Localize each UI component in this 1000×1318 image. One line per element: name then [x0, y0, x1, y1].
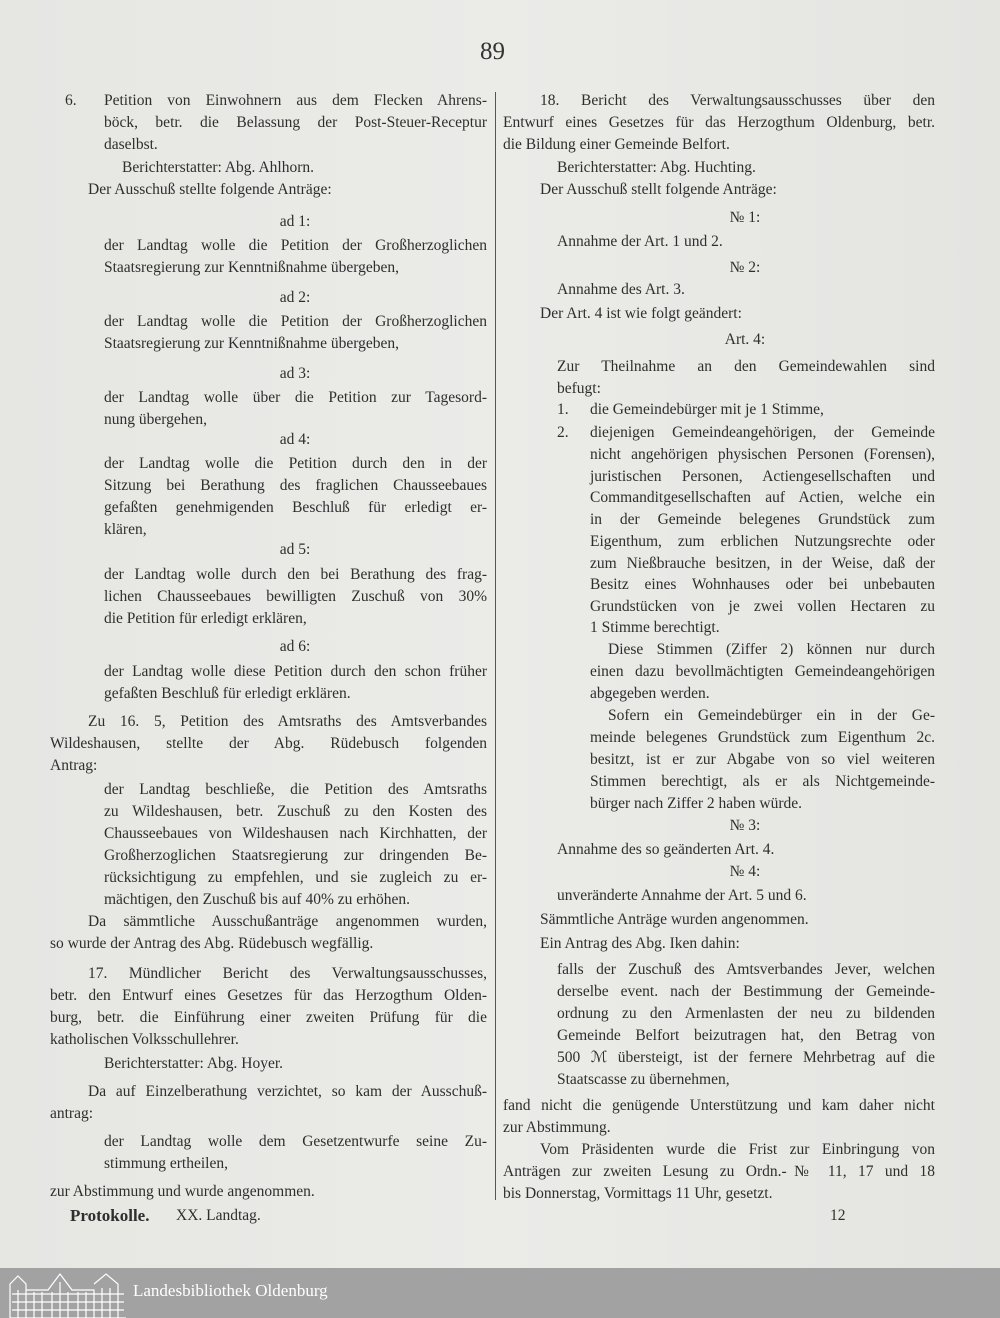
- text-line: Berichterstatter: Abg. Huchting.: [557, 159, 756, 176]
- text-line: Entwurf eines Gesetzes für das Herzogthum Oldenburg, betr.: [503, 114, 935, 131]
- text-line: fand nicht die genügende Unterstützung und kam daher nicht: [503, 1097, 935, 1114]
- text-line: Der Art. 4 ist wie folgt geändert:: [540, 305, 742, 322]
- text-line: Antrag:: [50, 757, 98, 774]
- text-line: Großherzoglichen Staatsregierung zur dringenden Be-: [104, 847, 487, 864]
- text-line: Diese Stimmen (Ziffer 2) können nur durch: [608, 641, 935, 658]
- text-line: Zu 16. 5, Petition des Amtsraths des Amtsverbandes: [88, 713, 487, 730]
- text-line: Besitz eines Wohnhauses oder bei unbebauten: [590, 576, 935, 593]
- text-line: falls der Zuschuß des Amtsverbandes Jever, welchen: [557, 961, 935, 978]
- text-line: Der Ausschuß stellt folgende Anträge:: [540, 181, 777, 198]
- footer-protokolle: Protokolle.: [70, 1206, 150, 1225]
- library-building-icon: [8, 1270, 126, 1318]
- text-line: die Gemeindebürger mit je 1 Stimme,: [590, 401, 824, 418]
- text-line: in der Gemeinde belegenes Grundstück zum: [590, 511, 935, 528]
- text-line: Berichterstatter: Abg. Hoyer.: [104, 1055, 284, 1072]
- footer-landtag: XX. Landtag.: [176, 1207, 261, 1224]
- text-line: der Landtag wolle die Petition der Großherzoglichen: [104, 313, 487, 330]
- section-heading: ad 5:: [279, 541, 311, 558]
- text-line: der Landtag wolle dem Gesetzentwurfe seine Zu-: [104, 1133, 487, 1150]
- text-line: derselbe event. nach der Bestimmung der Gemeinde-: [557, 983, 935, 1000]
- page-number: 89: [480, 38, 505, 65]
- text-line: einen dazu bevollmächtigten Gemeindeangehörigen: [590, 663, 935, 680]
- text-line: der Landtag wolle die Petition der Großherzoglichen: [104, 237, 487, 254]
- section-heading: ad 1:: [279, 213, 311, 230]
- text-line: Anträgen zur zweiten Lesung zu Ordn.-№ 11, 17 und 18: [503, 1163, 935, 1180]
- text-line: böck, betr. die Belassung der Post-Steuer-Receptur: [104, 114, 487, 131]
- text-line: der Landtag beschließe, die Petition des Amtsraths: [104, 781, 487, 798]
- text-line: Staatsregierung zur Kenntnißnahme übergeben,: [104, 335, 399, 352]
- text-line: bis Donnerstag, Vormittags 11 Uhr, gesetzt.: [503, 1185, 773, 1202]
- text-line: nung übergehen,: [104, 411, 208, 428]
- section-heading: № 2:: [729, 259, 761, 276]
- text-line: 6.: [65, 92, 77, 109]
- section-heading: ad 3:: [279, 365, 311, 382]
- text-line: Eigenthum, zum erblichen Nutzungsrechte oder: [590, 533, 935, 550]
- text-line: lichen Chausseebaues bewilligten Zuschuß von 30%: [104, 588, 487, 605]
- section-heading: ad 4:: [279, 431, 311, 448]
- text-line: Der Ausschuß stellte folgende Anträge:: [88, 181, 332, 198]
- text-line: Wildeshausen, stellte der Abg. Rüdebusch folgenden: [50, 735, 487, 752]
- text-line: Sofern ein Gemeindebürger ein in der Ge-: [608, 707, 935, 724]
- text-line: Annahme der Art. 1 und 2.: [557, 233, 723, 250]
- text-line: Annahme des so geänderten Art. 4.: [557, 841, 775, 858]
- section-heading: ad 2:: [279, 289, 311, 306]
- text-line: befugt:: [557, 380, 601, 397]
- text-line: mächtigen, den Zuschuß bis auf 40% zu erhöhen.: [104, 891, 411, 908]
- text-line: 500 ℳ übersteigt, ist der fernere Mehrbetrag auf die: [557, 1049, 935, 1066]
- text-line: juristischen Personen, Actiengesellschaften und: [590, 468, 935, 485]
- text-line: Gemeinde Belfort beizutragen hat, den Betrag von: [557, 1027, 935, 1044]
- text-line: antrag:: [50, 1105, 94, 1122]
- text-line: der Landtag wolle diese Petition durch den schon früher: [104, 663, 487, 680]
- text-line: katholischen Volksschullehrer.: [50, 1031, 239, 1048]
- text-line: der Landtag wolle durch den bei Berathung des frag-: [104, 566, 487, 583]
- text-line: der Landtag wolle die Petition durch den in der: [104, 455, 487, 472]
- text-line: Berichterstatter: Abg. Ahlhorn.: [122, 159, 314, 176]
- text-line: Grundstücken von je zwei vollen Hectaren zu: [590, 598, 935, 615]
- text-line: Stimmen berechtigt, als er als Nichtgemeinde-: [590, 773, 935, 790]
- text-line: zur Abstimmung.: [503, 1119, 611, 1136]
- text-line: unveränderte Annahme der Art. 5 und 6.: [557, 887, 807, 904]
- text-line: Annahme des Art. 3.: [557, 281, 685, 298]
- text-line: nicht angehörigen physischen Personen (Forensen),: [590, 446, 935, 463]
- text-line: Vom Präsidenten wurde die Frist zur Einbringung von: [540, 1141, 935, 1158]
- section-heading: Art. 4:: [724, 331, 766, 348]
- text-line: Staatscasse zu übernehmen,: [557, 1071, 730, 1088]
- text-line: der Landtag wolle über die Petition zur Tagesord-: [104, 389, 487, 406]
- text-line: gefaßten Beschluß für erledigt erklären.: [104, 685, 351, 702]
- text-line: Staatsregierung zur Kenntnißnahme übergeben,: [104, 259, 399, 276]
- column-divider: [495, 92, 496, 1200]
- text-line: 17. Mündlicher Bericht des Verwaltungsausschusses,: [88, 965, 487, 982]
- text-line: die Bildung einer Gemeinde Belfort.: [503, 136, 730, 153]
- text-line: die Petition für erledigt erklären,: [104, 610, 307, 627]
- text-line: 2.: [557, 424, 569, 441]
- text-line: Chausseebaues von Wildeshausen nach Kirchhatten, der: [104, 825, 487, 842]
- text-line: daselbst.: [104, 136, 158, 153]
- text-line: zur Abstimmung und wurde angenommen.: [50, 1183, 315, 1200]
- section-heading: № 1:: [729, 209, 761, 226]
- section-heading: № 4:: [729, 863, 761, 880]
- text-line: Commanditgesellschaften auf Actien, welche ein: [590, 489, 935, 506]
- text-line: abgegeben werden.: [590, 685, 710, 702]
- text-line: Da sämmtliche Ausschußanträge angenommen wurden,: [88, 913, 487, 930]
- section-heading: ad 6:: [279, 638, 311, 655]
- text-line: rücksichtigung zu empfehlen, und sie zugleich zu er-: [104, 869, 487, 886]
- library-watermark-bar: [0, 1268, 1000, 1318]
- text-line: Ein Antrag des Abg. Iken dahin:: [540, 935, 740, 952]
- text-line: 1.: [557, 401, 569, 418]
- text-line: Petition von Einwohnern aus dem Flecken Ahrens-: [104, 92, 487, 109]
- text-line: besitzt, ist er zur Abgabe von so viel weiteren: [590, 751, 935, 768]
- text-line: diejenigen Gemeindeangehörigen, der Gemeinde: [590, 424, 935, 441]
- text-line: Da auf Einzelberathung verzichtet, so kam der Ausschuß-: [88, 1083, 487, 1100]
- text-line: Sitzung bei Berathung des fraglichen Chausseebaues: [104, 477, 487, 494]
- text-line: ordnung zu den Armenlasten der neu zu bildenden: [557, 1005, 935, 1022]
- text-line: 18. Bericht des Verwaltungsausschusses über den: [540, 92, 935, 109]
- section-heading: № 3:: [729, 817, 761, 834]
- text-line: betr. den Entwurf eines Gesetzes für das Herzogthum Olden-: [50, 987, 487, 1004]
- text-line: so wurde der Antrag des Abg. Rüdebusch wegfällig.: [50, 935, 374, 952]
- library-name: Landesbibliothek Oldenburg: [133, 1281, 328, 1300]
- text-line: stimmung ertheilen,: [104, 1155, 228, 1172]
- text-line: zu Wildeshausen, betr. Zuschuß zu den Kosten des: [104, 803, 487, 820]
- text-line: gefaßten genehmigenden Beschluß für erledigt er-: [104, 499, 487, 516]
- text-line: Zur Theilnahme an den Gemeindewahlen sind: [557, 358, 935, 375]
- text-line: meinde belegenes Grundstück zum Eigenthum 2c.: [590, 729, 935, 746]
- text-line: zum Nießbrauche besitzen, in der Weise, daß der: [590, 555, 935, 572]
- text-line: 1 Stimme berechtigt.: [590, 619, 720, 636]
- text-line: klären,: [104, 521, 147, 538]
- text-line: burg, betr. die Einführung einer zweiten Prüfung für die: [50, 1009, 487, 1026]
- sheet-number: 12: [830, 1207, 846, 1224]
- text-line: Sämmtliche Anträge wurden angenommen.: [540, 911, 809, 928]
- text-line: bürger nach Ziffer 2 haben würde.: [590, 795, 803, 812]
